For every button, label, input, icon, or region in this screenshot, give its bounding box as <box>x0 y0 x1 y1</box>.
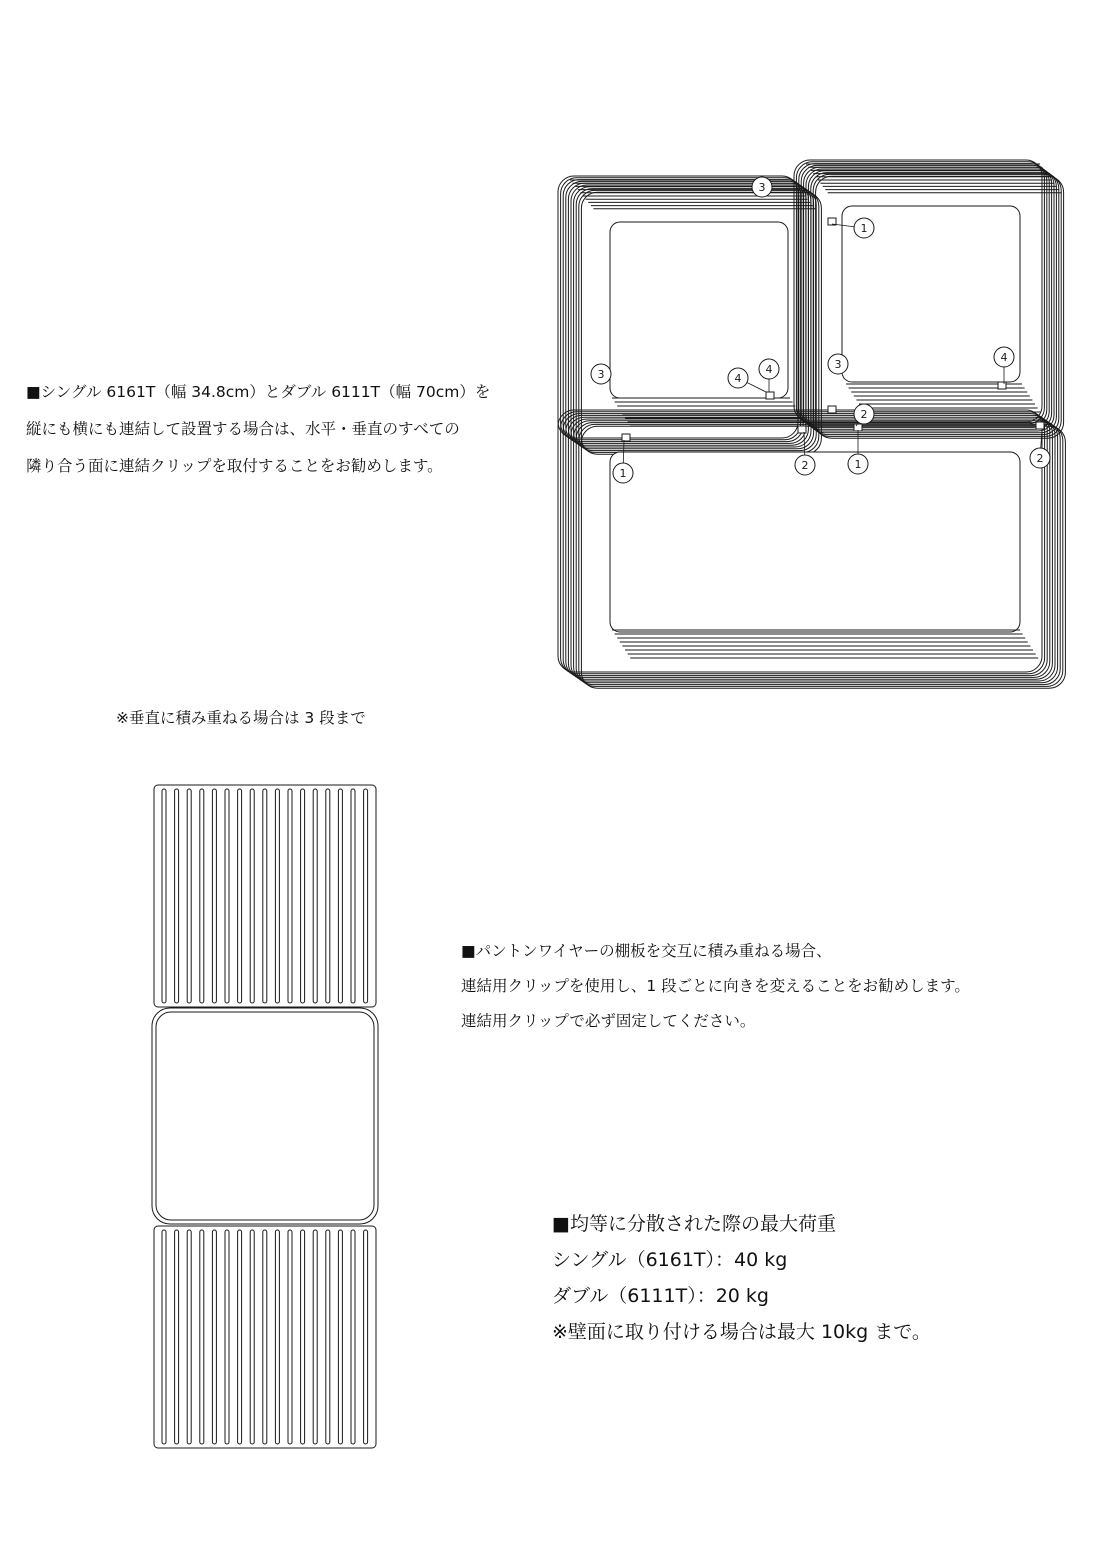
shelf-wire <box>275 789 279 1003</box>
shelf-wire <box>162 789 166 1003</box>
shelf-wire <box>351 789 355 1003</box>
shelf-wire <box>338 1230 342 1444</box>
shelf-wire <box>263 789 267 1003</box>
callout-number: 4 <box>765 363 773 376</box>
shelf-wire <box>313 1230 317 1444</box>
shelf-wire <box>301 789 305 1003</box>
bottom-shelf-wires <box>162 1230 368 1444</box>
callout-number: 1 <box>854 458 862 471</box>
shelf-wire <box>175 789 179 1003</box>
connection-instructions <box>26 374 490 485</box>
shelf-wire <box>187 789 191 1003</box>
shelf-wire <box>212 789 216 1003</box>
shelf-wire <box>326 1230 330 1444</box>
shelf-wire <box>288 1230 292 1444</box>
wall-mount-note: ※壁面に取り付ける場合は最大 10kg まで。 <box>552 1321 931 1343</box>
alternating-line-3: 連結用クリップで必ず固定してください。 <box>461 1012 756 1030</box>
shelf-wire <box>250 789 254 1003</box>
callout-number: 4 <box>734 372 742 385</box>
shelf-wire <box>187 1230 191 1444</box>
shelf-wire <box>238 789 242 1003</box>
max-load-info <box>552 1206 931 1350</box>
max-load-heading: ■均等に分散された際の最大荷重 <box>552 1213 836 1235</box>
shelf-wire <box>225 1230 229 1444</box>
connection-line-1: ■シングル 6161T（幅 34.8cm）とダブル 6111T（幅 70cm）を <box>26 383 491 401</box>
shelf-wire <box>364 1230 368 1444</box>
callout-number: 3 <box>758 181 766 194</box>
shelf-wire <box>313 789 317 1003</box>
shelf-wire <box>200 789 204 1003</box>
callout-number: 2 <box>860 408 868 421</box>
callout-number: 3 <box>834 358 842 371</box>
shelf-wire <box>238 1230 242 1444</box>
connection-line-3: 隣り合う面に連結クリップを取付することをお勧めします。 <box>26 457 443 475</box>
shelf-wire <box>288 789 292 1003</box>
top-shelf-wires <box>162 789 368 1003</box>
connection-line-2: 縦にも横にも連結して設置する場合は、水平・垂直のすべての <box>26 420 460 438</box>
callout-number: 2 <box>1036 452 1044 465</box>
max-load-double: ダブル（6111T）：20 kg <box>552 1285 769 1307</box>
callout-number: 4 <box>1000 351 1008 364</box>
alternating-line-2: 連結用クリップを使用し、1 段ごとに向きを変えることをお勧めします。 <box>461 977 970 995</box>
shelf-wire <box>364 789 368 1003</box>
shelf-wire <box>326 789 330 1003</box>
middle-shelf-outline-inner <box>156 1012 374 1220</box>
callout-number: 1 <box>860 222 868 235</box>
shelf-wire <box>301 1230 305 1444</box>
shelf-wire <box>275 1230 279 1444</box>
shelf-wire <box>250 1230 254 1444</box>
shelf-wire <box>175 1230 179 1444</box>
shelf-wire <box>263 1230 267 1444</box>
stacked-shelf-plan <box>152 785 378 1448</box>
shelf-wire <box>162 1230 166 1444</box>
shelf-wire <box>338 789 342 1003</box>
shelf-wire <box>200 1230 204 1444</box>
max-load-single: シングル（6161T）：40 kg <box>552 1249 788 1271</box>
middle-shelf-outline-outer <box>152 1008 378 1224</box>
stack-limit-note: ※垂直に積み重ねる場合は 3 段まで <box>116 709 366 727</box>
shelf-wire <box>225 789 229 1003</box>
callout-number: 2 <box>801 459 809 472</box>
shelf-wire <box>212 1230 216 1444</box>
alternating-stack-instructions <box>461 934 970 1039</box>
alternating-line-1: ■パントンワイヤーの棚板を交互に積み重ねる場合、 <box>461 942 832 960</box>
callout-number: 1 <box>619 467 627 480</box>
callout-number: 3 <box>597 368 605 381</box>
shelf-wire <box>351 1230 355 1444</box>
